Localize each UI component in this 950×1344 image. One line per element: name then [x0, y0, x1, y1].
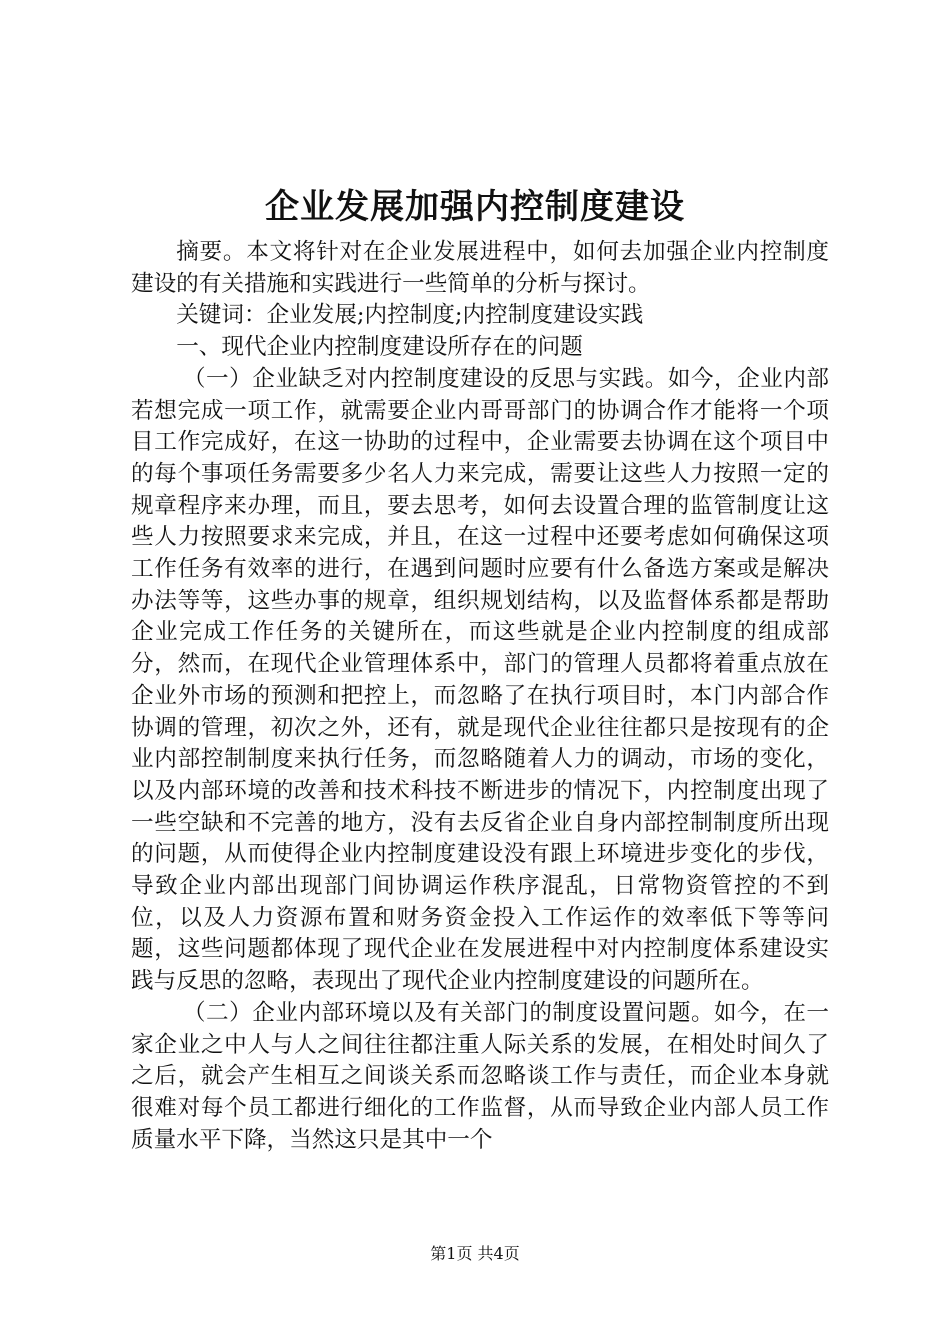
abstract-paragraph: 摘要。本文将针对在企业发展进程中，如何去加强企业内控制度建设的有关措施和实践进行一些简单的分析与探讨。 — [131, 239, 829, 297]
keywords-line: 关键词：企业发展;内控制度;内控制度建设实践 — [176, 302, 644, 329]
page-footer: 第1页 共4页 — [430, 1244, 520, 1263]
document-title: 企业发展加强内控制度建设 — [265, 187, 685, 227]
section-heading: 一、现代企业内控制度建设所存在的问题 — [176, 334, 583, 361]
body-paragraph-1: （一）企业缺乏对内控制度建设的反思与实践。如今，企业内部若想完成一项工作，就需要企业内哥哥部门的协调合作才能将一个项目工作完成好，在这一协助的过程中，企业需要去协调在这个项目中的每个事项任务需要多少名人力来完成，需要让这些人力按照一定的规章程序来办理，而且，要去思考，如何去设置合理的监管制度让这些人力按照要求来完成，并且，在这一过程中还要考虑如何确保这项工作任务有效率的进行，在遇到问题时应要有什么备选方案或是解决办法等等，这些办事的规章，组织规划结构，以及监督体系都是帮助企业完成工作任务的关键所在，而这些就是企业内控制度的组成部分，然而，在现代企业管理体系中，部门的管理人员都将着重点放在企业外市场的预测和把控上，而忽略了在执行项目时，本门内部合作协调的管理，初次之外，还有，就是现代企业往往都只是按现有的企业内部控制制度来执行任务，而忽略随着人力的调动，市场的变化，以及内部环境的改善和技术科技不断进步的情况下，内控制度出现了一些空缺和不完善的地方，没有去反省企业自身内部控制制度所出现的问题，从而使得企业内控制度建设没有跟上环境进步变化的步伐，导致企业内部出现部门间协调运作秩序混乱，日常物资管控的不到位，以及人力资源布置和财务资金投入工作运作的效率低下等等问题，这些问题都体现了现代企业在发展进程中对内控制度体系建设实践与反思的忽略，表现出了现代企业内控制度建设的问题所在。 — [131, 365, 829, 995]
document-body — [131, 237, 829, 1156]
body-paragraph-2: （二）企业内部环境以及有关部门的制度设置问题。如今，在一家企业之中人与人之间往往都注重人际关系的发展，在相处时间久了之后，就会产生相互之间谈关系而忽略谈工作与责任，而企业本身就很难对每个员工都进行细化的工作监督，从而导致企业内部人员工作质量水平下降，当然这只是其中一个 — [131, 999, 829, 1153]
